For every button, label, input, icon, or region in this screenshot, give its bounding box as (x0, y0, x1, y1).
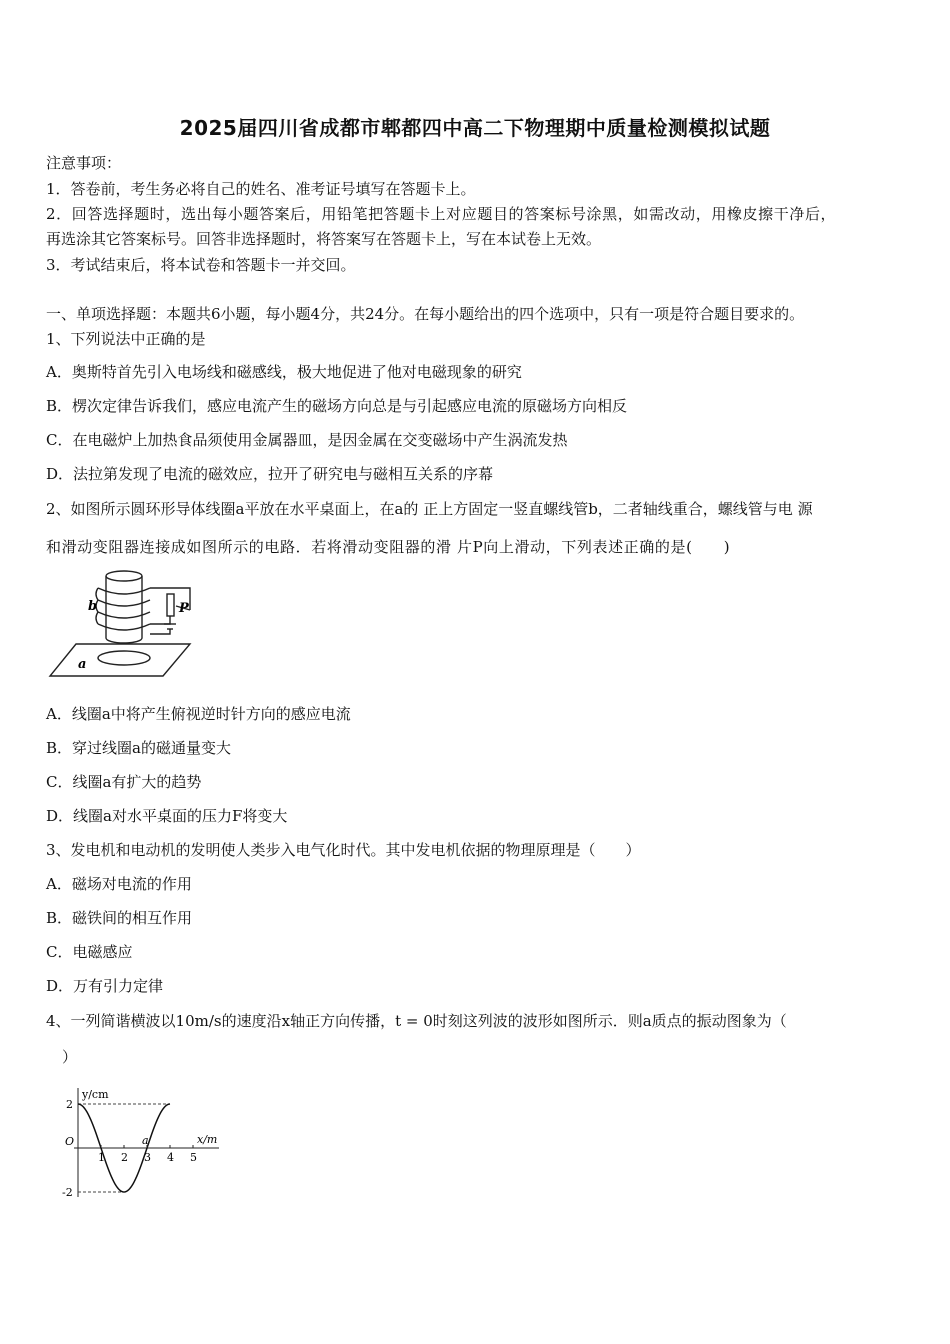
q2-option-b: B．穿过线圈a的磁通量变大 (46, 739, 231, 757)
q2-option-c: C．线圈a有扩大的趋势 (46, 773, 202, 791)
q1-option-c: C．在电磁炉上加热食品须使用金属器皿，是因金属在交变磁场中产生涡流发热 (46, 431, 568, 449)
point-a-label: a (142, 1134, 149, 1147)
solenoid-top (106, 571, 142, 581)
q2-stem: 2、如图所示圆环形导体线圈a平放在水平桌面上，在a的 正上方固定一竖直螺线管b，二者轴线重合，螺线管与电 源 (46, 500, 813, 518)
wave-chart (56, 1082, 226, 1197)
x-axis-label: x/m (197, 1133, 218, 1146)
notice-heading: 注意事项： (46, 154, 122, 172)
q4-stem-end: ） (62, 1048, 78, 1066)
x-tick-label: 4 (167, 1151, 174, 1164)
q3-stem: 3、发电机和电动机的发明使人类步入电气化时代。其中发电机依据的物理原理是（ ） (46, 841, 641, 859)
x-tick-label: 1 (98, 1151, 105, 1164)
q4-stem: 4、一列简谐横波以10m/s的速度沿x轴正方向传播，t = 0时刻这列波的波形如图所示．则a质点的振动图象为（ (46, 1012, 787, 1030)
section-heading: 一、单项选择题：本题共6小题，每小题4分，共24分。在每小题给出的四个选项中，只有一项是符合题目要求的。 (46, 305, 805, 323)
x-tick-label: 2 (121, 1151, 128, 1164)
q1-option-b: B．楞次定律告诉我们，感应电流产生的磁场方向总是与引起感应电流的原磁场方向相反 (46, 397, 628, 415)
notice-item: 1．答卷前，考生务必将自己的姓名、准考证号填写在答题卡上。 (46, 180, 476, 198)
q1-option-d: D．法拉第发现了电流的磁效应，拉开了研究电与磁相互关系的序幕 (46, 465, 494, 483)
label-b: b (88, 599, 98, 614)
notice-item: 再选涂其它答案标号。回答非选择题时，将答案写在答题卡上，写在本试卷上无效。 (46, 230, 602, 248)
notice-item: 3．考试结束后，将本试卷和答题卡一并交回。 (46, 256, 356, 274)
q1-stem: 1、下列说法中正确的是 (46, 330, 206, 348)
q3-option-d: D．万有引力定律 (46, 977, 164, 995)
x-tick-label: 5 (190, 1151, 197, 1164)
q2-option-a: A．线圈a中将产生俯视逆时针方向的感应电流 (46, 705, 351, 723)
ring-a (98, 651, 150, 665)
page-title: 2025届四川省成都市郫都四中高二下物理期中质量检测模拟试题 (179, 116, 771, 140)
q3-option-c: C．电磁感应 (46, 943, 133, 961)
x-tick-label: 3 (144, 1151, 151, 1164)
label-a: a (78, 657, 87, 672)
q2-stem: 和滑动变阻器连接成如图所示的电路．若将滑动变阻器的滑 片P向上滑动，下列表述正确的是( ) (46, 538, 731, 556)
q2-option-d: D．线圈a对水平桌面的压力F将变大 (46, 807, 288, 825)
table-plane (50, 644, 190, 676)
label-p: P (179, 601, 189, 616)
solenoid-ring-figure (48, 566, 198, 681)
y-tick-label: -2 (62, 1186, 73, 1197)
q3-option-b: B．磁铁间的相互作用 (46, 909, 193, 927)
q3-option-a: A．磁场对电流的作用 (46, 875, 192, 893)
y-axis-label: y/cm (82, 1088, 109, 1101)
notice-item: 2．回答选择题时，选出每小题答案后，用铅笔把答题卡上对应题目的答案标号涂黑，如需改动，用橡皮擦干净后， (46, 205, 837, 223)
q1-option-a: A．奥斯特首先引入电场线和磁感线，极大地促进了他对电磁现象的研究 (46, 363, 522, 381)
y-tick-label: 2 (66, 1098, 73, 1111)
origin-label: O (65, 1135, 75, 1148)
rheostat (167, 594, 174, 616)
